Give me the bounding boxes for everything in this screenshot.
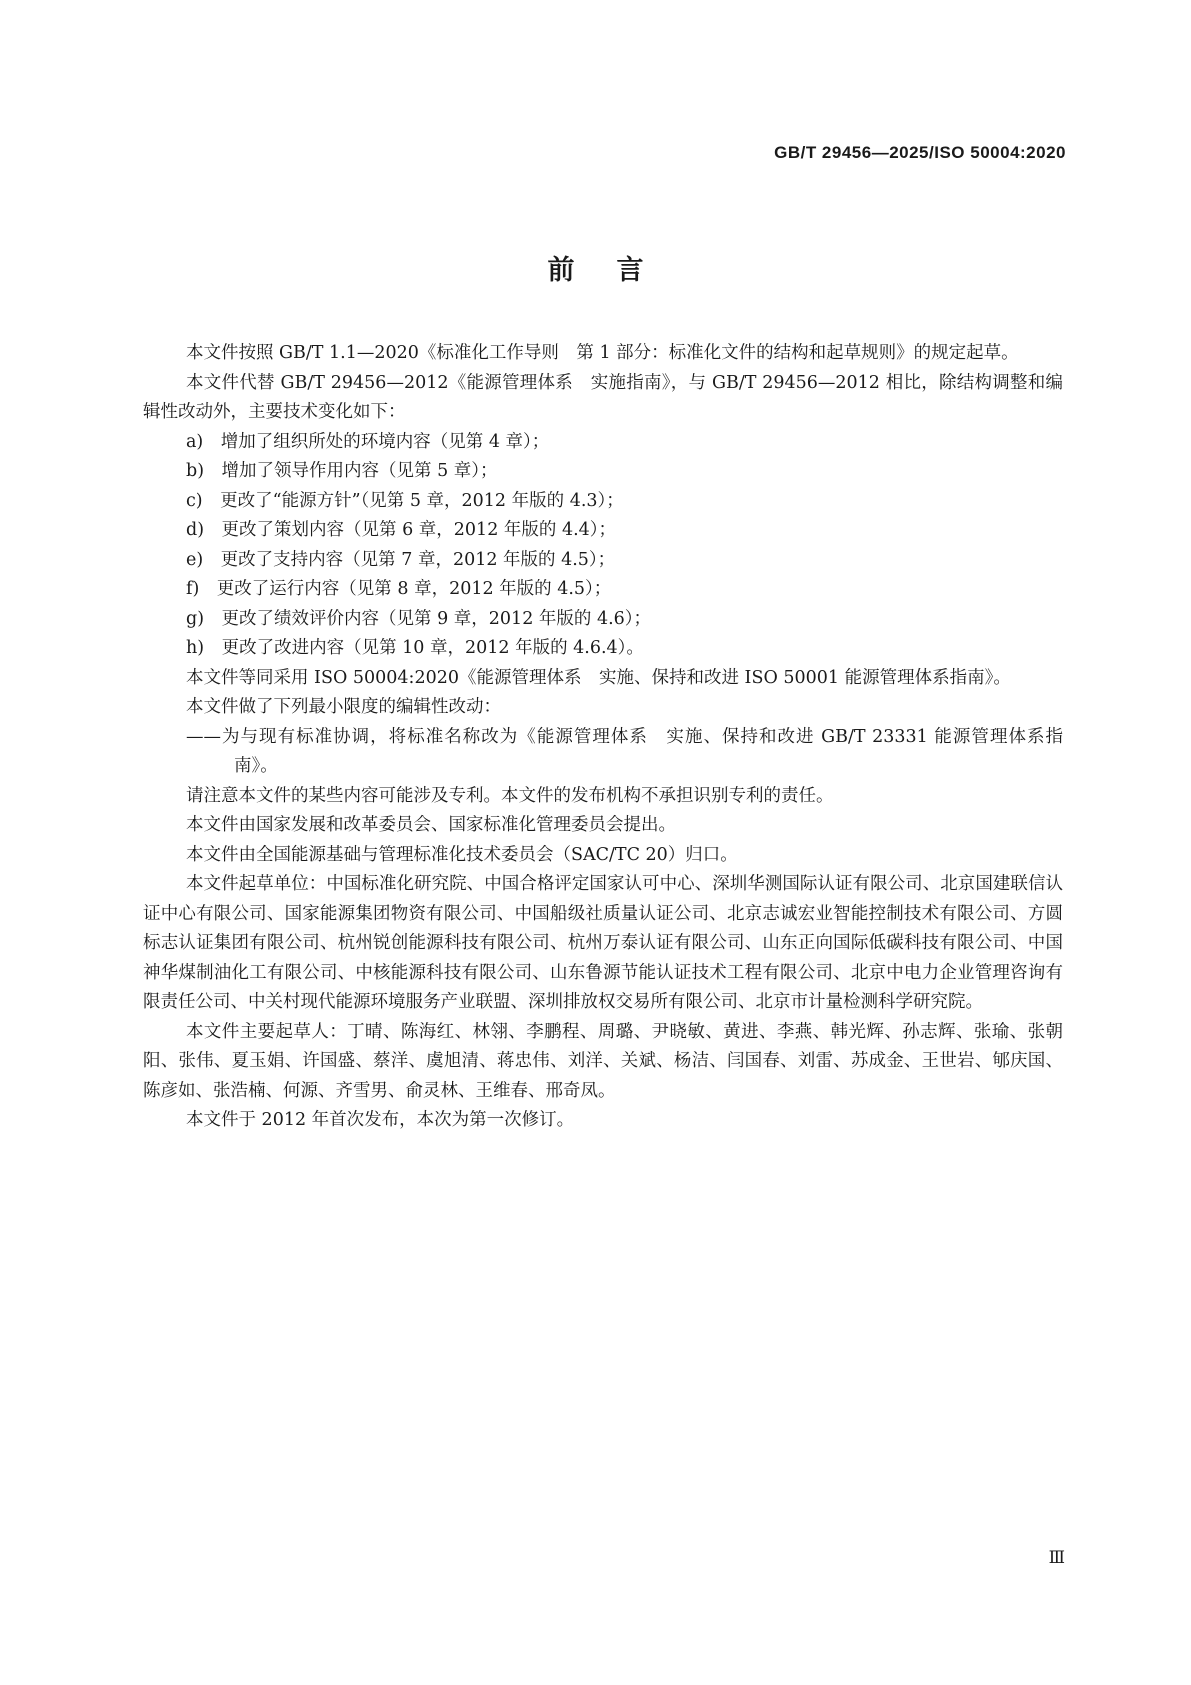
list-item-g: g) 更改了绩效评价内容（见第 9 章，2012 年版的 4.6）； [186,608,652,629]
list-item-f: f) 更改了运行内容（见第 8 章，2012 年版的 4.5）； [186,579,612,599]
list-item-d: d) 更改了策划内容（见第 6 章，2012 年版的 4.4）； [186,520,617,540]
paragraph-editorial-changes: 本文件做了下列最小限度的编辑性改动： [186,697,501,717]
page-number: Ⅲ [1048,1548,1065,1567]
paragraph-proposed-by: 本文件由国家发展和改革委员会、国家标准化管理委员会提出。 [186,815,676,835]
document-body [143,339,1063,1136]
list-item-h: h) 更改了改进内容（见第 10 章，2012 年版的 4.6.4）。 [186,638,644,658]
paragraph-release-history: 本文件于 2012 年首次发布，本次为第一次修订。 [186,1110,575,1130]
standard-number: GB/T 29456—2025/ISO 50004:2020 [774,143,1066,162]
paragraph-replacement: 本文件代替 GB/T 29456—2012《能源管理体系 实施指南》，与 GB/T 29456—2012 相比，除结构调整和编辑性改动外，主要技术变化如下： [143,372,1063,422]
paragraph-patent-notice: 请注意本文件的某些内容可能涉及专利。本文件的发布机构不承担识别专利的责任。 [186,785,834,806]
list-item-e: e) 更改了支持内容（见第 7 章，2012 年版的 4.5）； [186,549,616,570]
paragraph-drafting-organizations: 本文件起草单位：中国标准化研究院、中国合格评定国家认可中心、深圳华测国际认证有限公司、北京国建联信认证中心有限公司、国家能源集团物资有限公司、中国船级社质量认证公司、北京志诚宏业智能控制技术有限公司、方圆标志认证集团有限公司、杭州锐创能源科技有限公司、杭州万泰认证有限公司、山东正向国际低碳科技有限公司、中国神华煤制油化工有限公司、中核能源科技有限公司、山东鲁源节能认证技术工程有限公司、北京中电力企业管理咨询有限责任公司、中关村现代能源环境服务产业联盟、深圳排放权交易所有限公司、北京市计量检测科学研究院。 [143,874,1063,1012]
list-item-a: a) 增加了组织所处的环境内容（见第 4 章）； [186,431,550,452]
paragraph-under-jurisdiction: 本文件由全国能源基础与管理标准化技术委员会（SAC/TC 20）归口。 [186,844,738,865]
paragraph-iso-adoption: 本文件等同采用 ISO 50004:2020《能源管理体系 实施、保持和改进 ISO 50001 能源管理体系指南》。 [186,667,1011,688]
list-item-b: b) 增加了领导作用内容（见第 5 章）； [186,461,498,481]
dash-item-title-change: ——为与现有标准协调，将标准名称改为《能源管理体系 实施、保持和改进 GB/T 23331 能源管理体系指南》。 [186,726,1063,776]
paragraph-drafting-rules: 本文件按照 GB/T 1.1—2020《标准化工作导则 第 1 部分：标准化文件的结构和起草规则》的规定起草。 [186,343,1019,363]
paragraph-drafters: 本文件主要起草人：丁晴、陈海红、林翎、李鹏程、周璐、尹晓敏、黄进、李燕、韩光辉、孙志辉、张瑜、张朝阳、张伟、夏玉娟、许国盛、蔡洋、虞旭清、蒋忠伟、刘洋、关斌、杨洁、闫国春、刘雷、苏成金、王世岩、郇庆国、陈彦如、张浩楠、何源、齐雪男、俞灵林、王维春、邢奇凤。 [143,1021,1063,1101]
page-title: 前言 [547,255,686,286]
list-item-c: c) 更改了“能源方针”（见第 5 章，2012 年版的 4.3）； [186,490,624,511]
